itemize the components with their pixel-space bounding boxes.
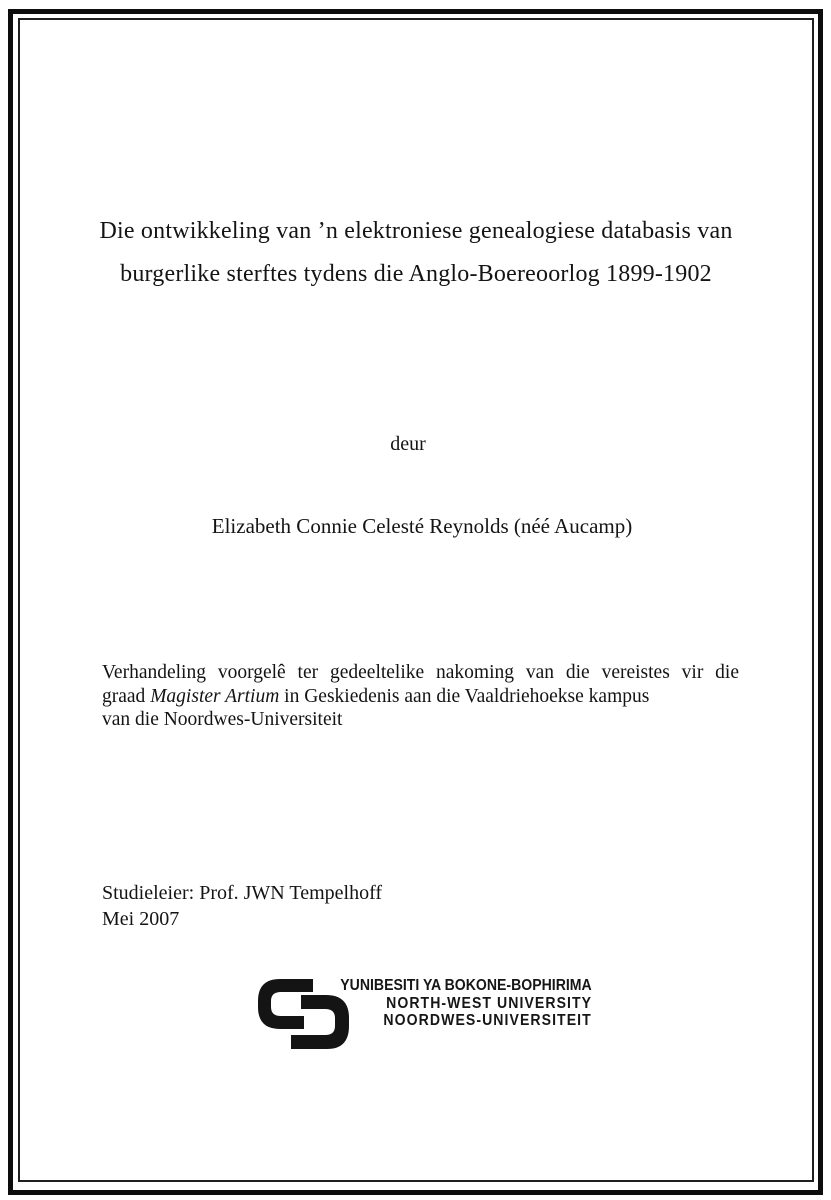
thesis-title-line-1: Die ontwikkeling van ’n elektroniese genealogiese databasis van [99, 218, 733, 244]
degree-statement-line-2-prefix: graad [102, 685, 151, 707]
author-name: Elizabeth Connie Celesté Reynolds (néé Aucamp) [211, 514, 633, 538]
logo-name-english: NORTH-WEST UNIVERSITY [385, 994, 592, 1012]
university-logo-wordmark [306, 977, 592, 1030]
degree-statement-line-2 [102, 685, 739, 709]
date-line: Mei 2007 [102, 908, 180, 930]
byline-label: deur [390, 433, 426, 455]
logo-name-setswana: YUNIBESITI YA BOKONE-BOPHIRIMA [340, 977, 592, 994]
logo-name-afrikaans: NOORDWES-UNIVERSITEIT [383, 1012, 592, 1029]
thesis-title-line-2: burgerlike sterftes tydens die Anglo-Boereoorlog 1899-1902 [120, 261, 712, 287]
thesis-title [98, 210, 734, 296]
degree-statement-line-1: Verhandeling voorgelê ter gedeeltelike nakoming van die vereistes vir die [102, 662, 739, 683]
supervisor-line: Studieleier: Prof. JWN Tempelhoff [102, 882, 383, 904]
degree-statement [102, 661, 739, 732]
degree-name-italic: Magister Artium [150, 685, 280, 707]
degree-statement-line-2-suffix: in Geskiedenis aan die Vaaldriehoekse kampus [279, 685, 650, 707]
supervisor-block [102, 880, 382, 932]
degree-statement-line-3: van die Noordwes-Universiteit [102, 709, 343, 730]
